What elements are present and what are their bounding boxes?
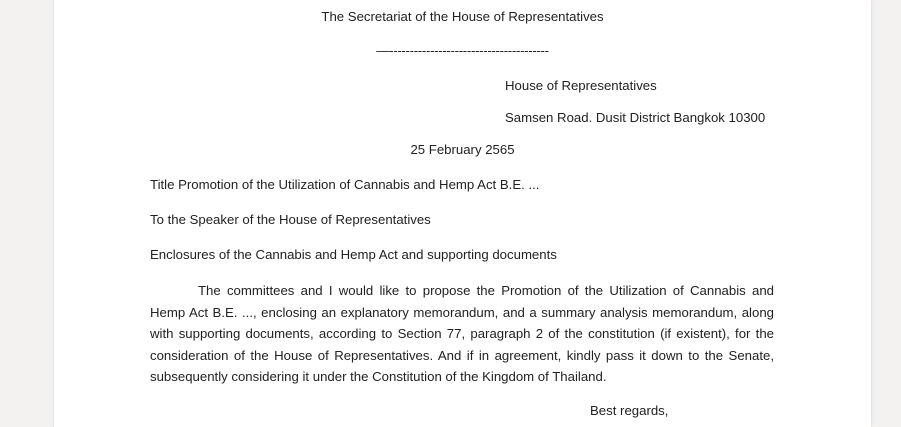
title-line: Title Promotion of the Utilization of Cannabis and Hemp Act B.E. ... (150, 177, 540, 192)
recipient-line: To the Speaker of the House of Representatives (150, 212, 431, 227)
address-line-2: Samsen Road. Dusit District Bangkok 10300 (505, 110, 766, 125)
closing-line: Best regards, (590, 403, 669, 418)
enclosures-line: Enclosures of the Cannabis and Hemp Act and supporting documents (150, 247, 557, 262)
header-divider: —--------------------------------------- (376, 43, 549, 58)
address-line-1: House of Representatives (505, 78, 657, 93)
header-title: The Secretariat of the House of Representatives (321, 9, 604, 24)
letter-date: 25 February 2565 (410, 142, 515, 157)
body-paragraph: The committees and I would like to propose the Promotion of the Utilization of Cannabis and Hemp Act B.E. ..., enclosing an explanatory memorandum, and a summary analysis memorandum, along with supporting documents, according to Section 77, paragraph 2 of the constitution (if existent), for the consideration of the House of Representatives. And if in agreement, kindly pass it down to the Senate, subsequently considering it under the Constitution of the Kingdom of Thailand. (150, 283, 774, 384)
document-page (54, 0, 871, 427)
